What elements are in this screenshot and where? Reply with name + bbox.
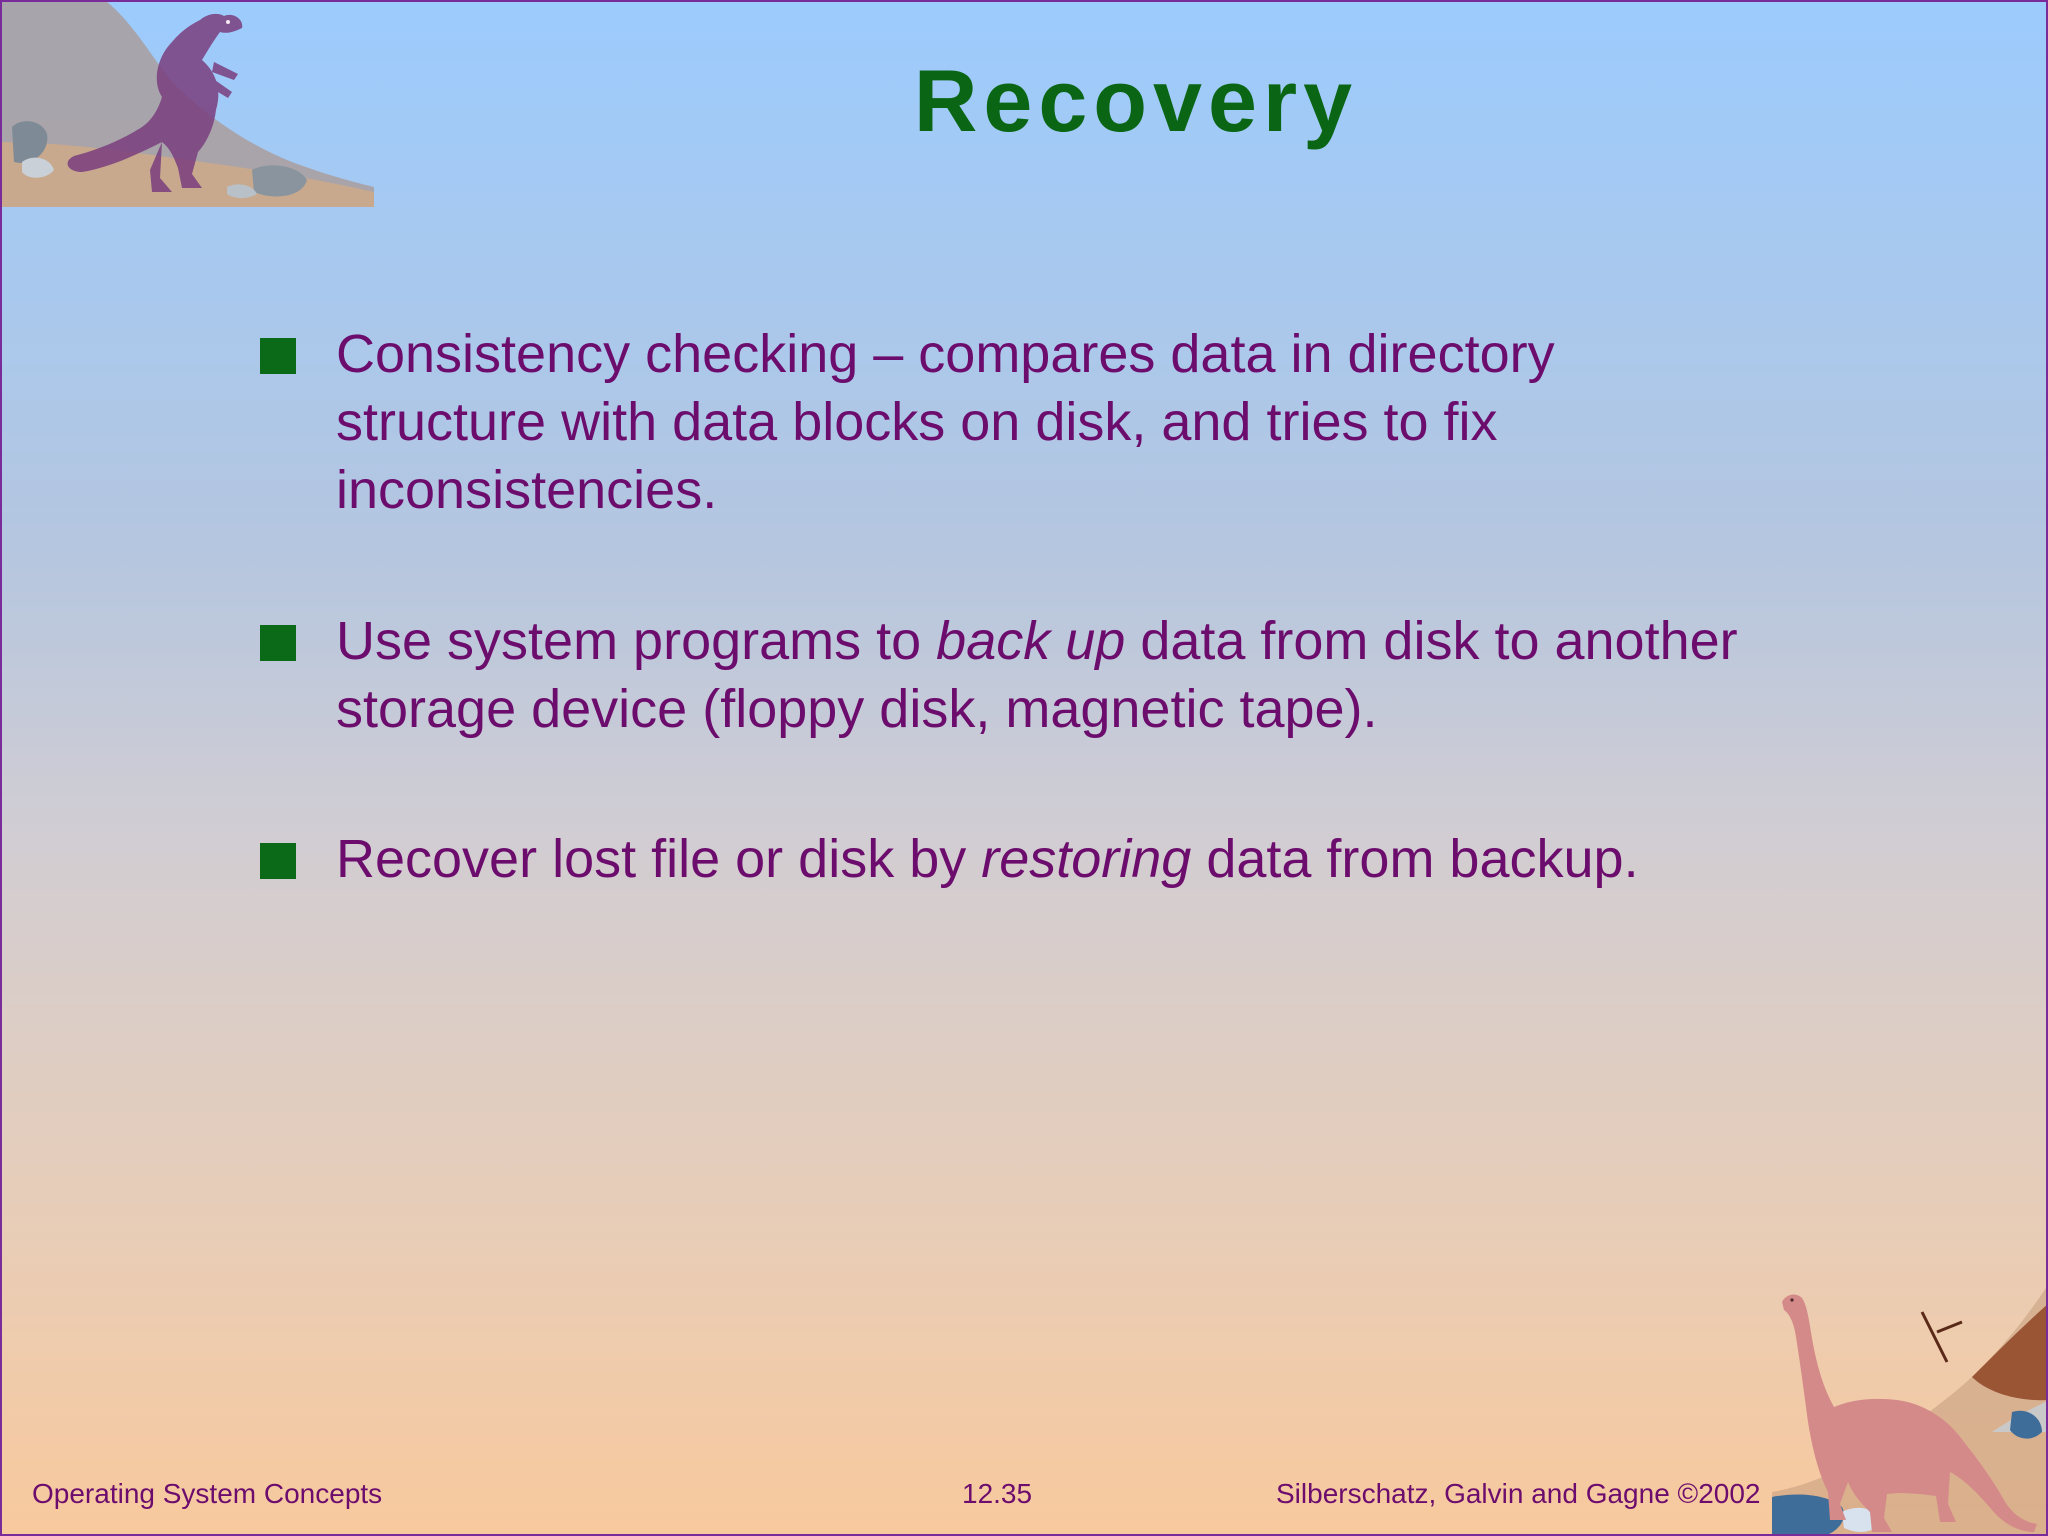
footer-course-title: Operating System Concepts <box>32 1478 383 1509</box>
bullet-item-consistency-checking <box>258 320 1758 524</box>
bullet-item-back-up <box>258 607 1758 743</box>
square-bullet-icon <box>260 338 296 374</box>
bullet-text-part: data from disk to another storage device (floppy disk, magnetic tape). <box>336 611 1738 739</box>
brontosaurus-on-rocks-icon <box>1772 1282 2048 1536</box>
bullet-list <box>258 320 1758 976</box>
bullet-text-part: Recover lost file or disk by <box>336 829 982 889</box>
square-bullet-icon <box>260 843 296 879</box>
bullet-text-part: data from backup. <box>1191 829 1639 889</box>
bullet-text-emphasis: back up <box>936 611 1126 671</box>
bullet-item-restoring <box>258 825 1758 893</box>
footer-copyright: Silberschatz, Galvin and Gagne ©2002 <box>1276 1478 1761 1509</box>
square-bullet-icon <box>260 625 296 661</box>
bullet-text <box>336 324 1555 520</box>
bullet-text-part: Use system programs to <box>336 611 937 671</box>
bullet-text-part: Consistency checking – compares data in directory structure with data blocks on disk, and tries to fix inconsistencies. <box>336 324 1555 520</box>
bullet-text <box>336 829 1639 889</box>
slide-title: Recovery <box>913 51 1359 150</box>
bullet-text-emphasis: restoring <box>981 829 1192 889</box>
bullet-text <box>336 611 1738 739</box>
footer-page-number: 12.35 <box>962 1478 1033 1509</box>
